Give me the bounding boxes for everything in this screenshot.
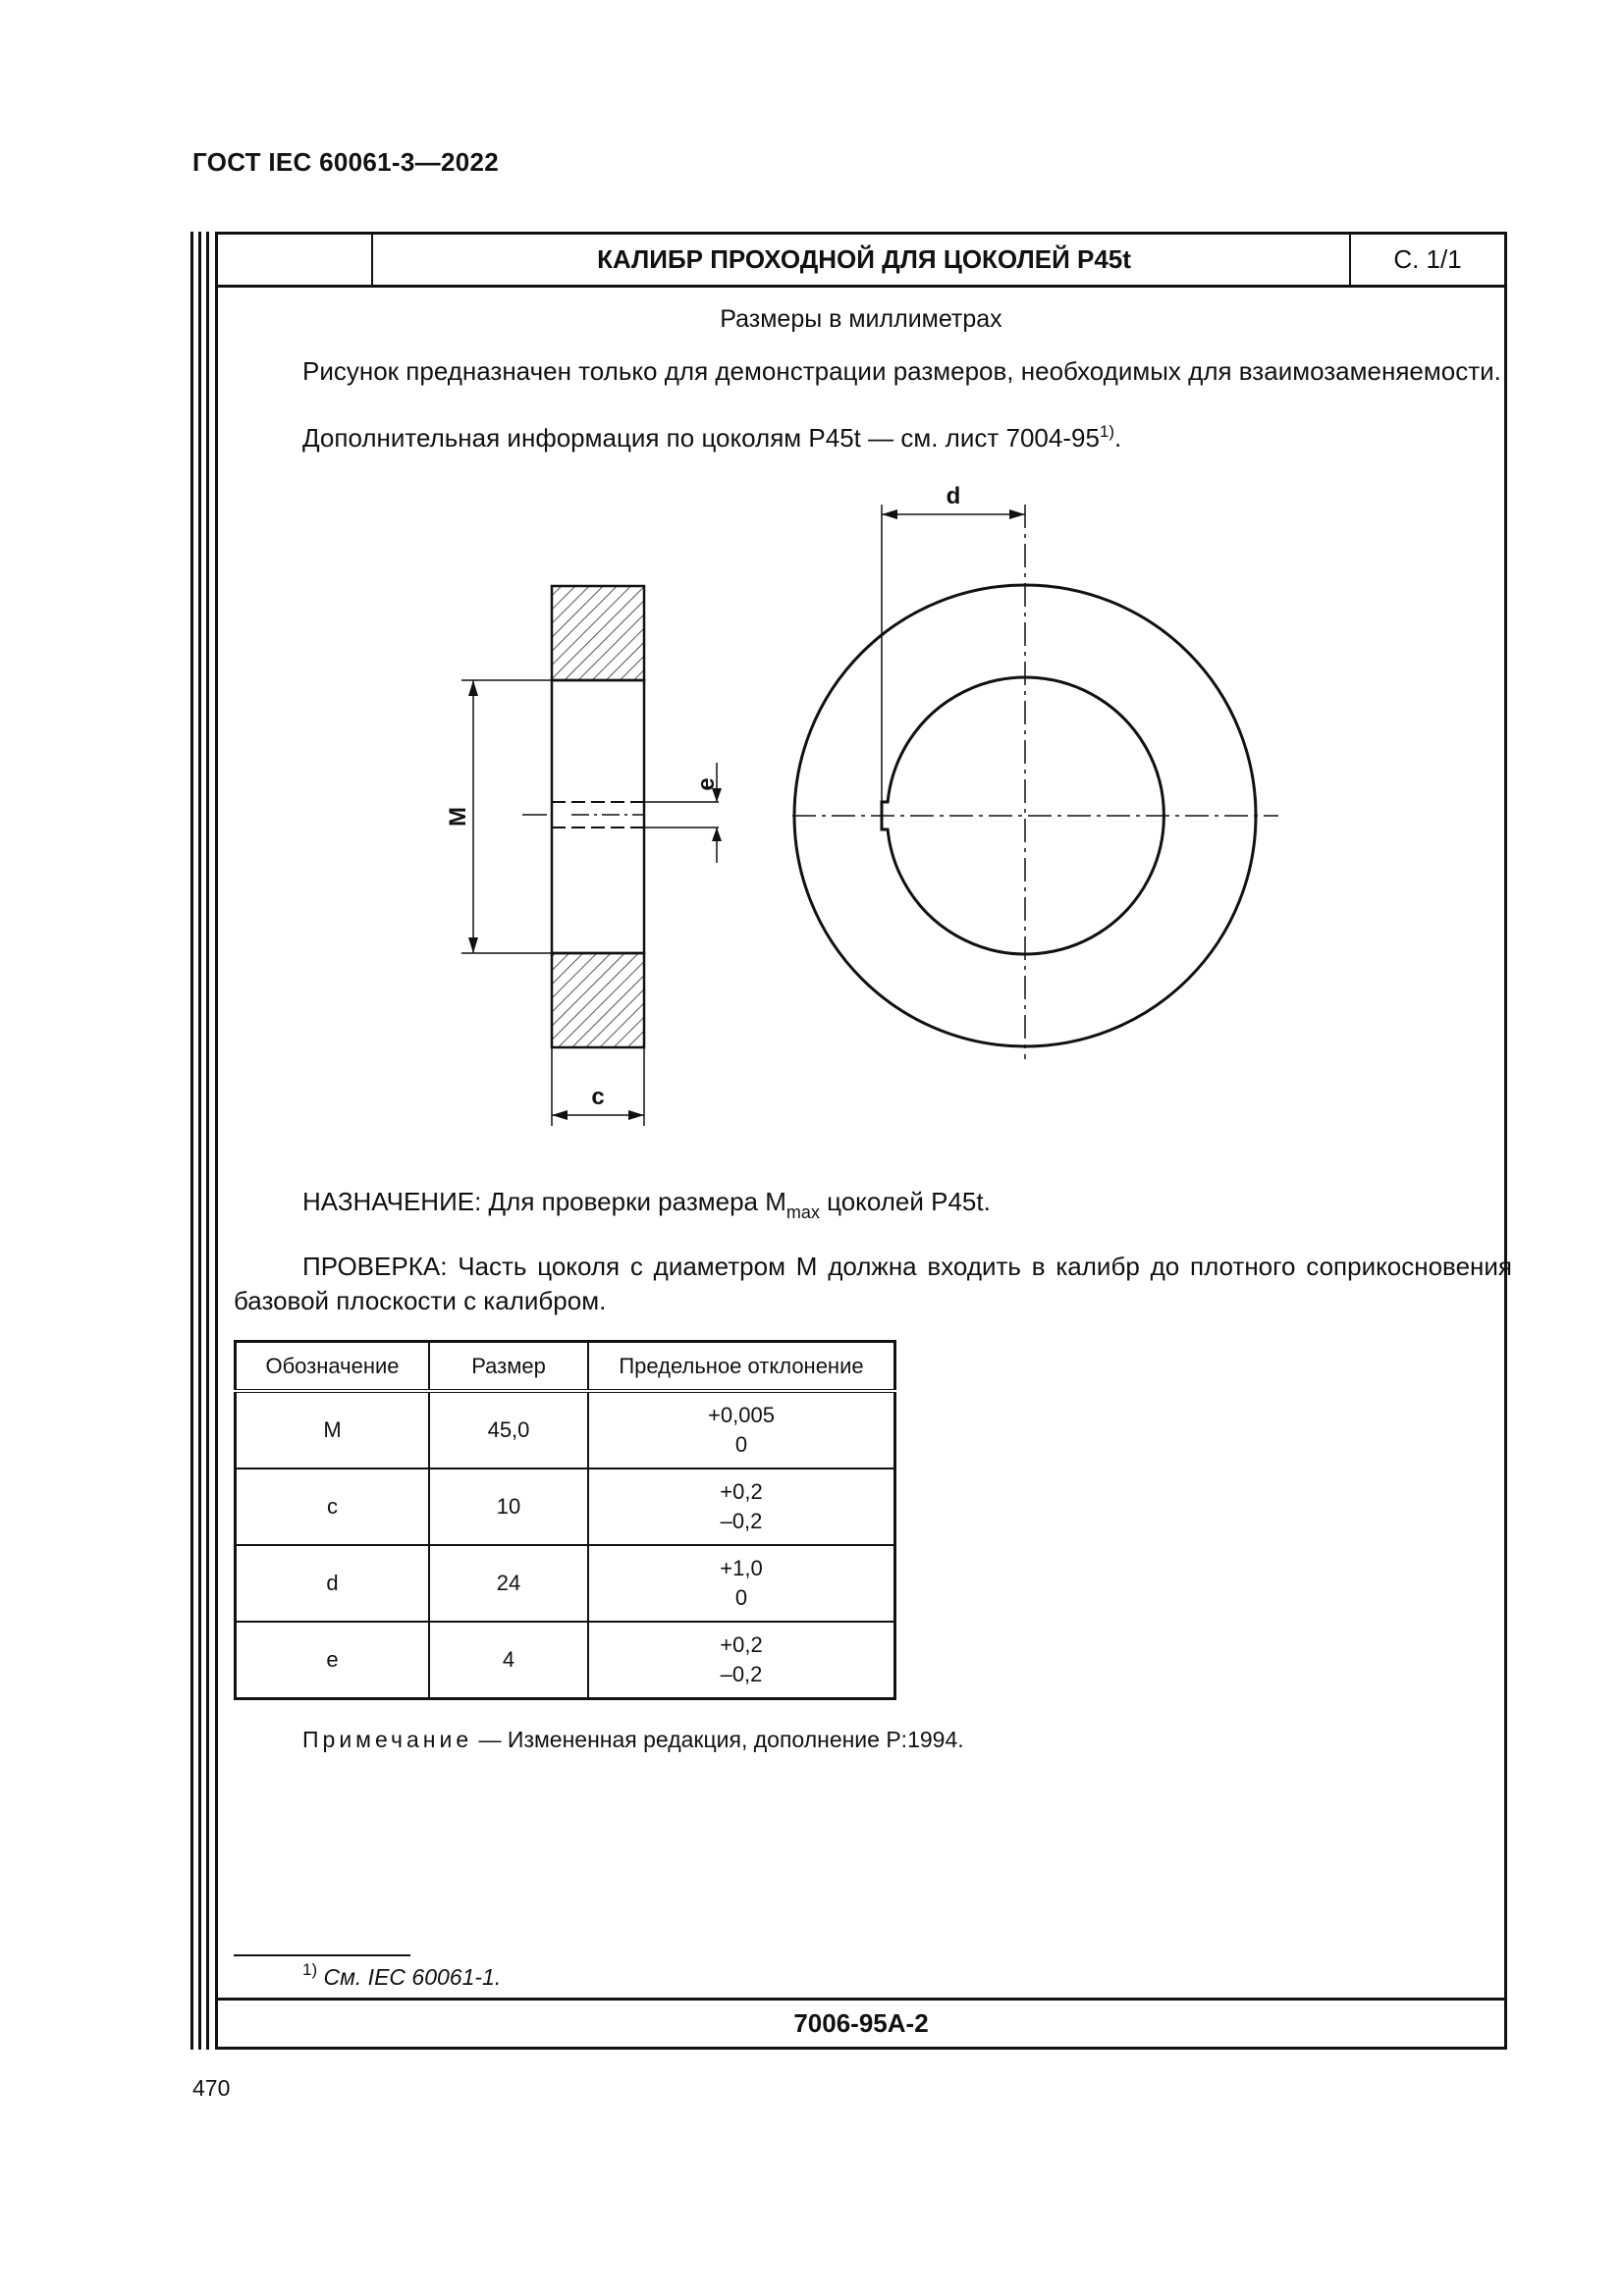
footnote-text: См. IEC 60061-1.: [323, 1964, 502, 1990]
table-header-row: [236, 1342, 895, 1392]
sheet-title: КАЛИБР ПРОХОДНОЙ ДЛЯ ЦОКОЛЕЙ P45t: [597, 244, 1131, 274]
sheet-frame: [215, 232, 1512, 2050]
cell-symbol: d: [236, 1545, 430, 1622]
dimensions-table: [234, 1340, 896, 1700]
dimension-d-label: d: [946, 483, 961, 509]
tolerance-lower: 0: [734, 1585, 748, 1610]
purpose-text: НАЗНАЧЕНИЕ: Для проверки размера M: [302, 1187, 786, 1216]
note: [302, 1727, 964, 1753]
footnote-ref: 1): [1099, 422, 1115, 441]
note-text: — Измененная редакция, дополнение P:1994.: [472, 1727, 964, 1752]
bore-outline: [552, 680, 644, 953]
table-row: [236, 1622, 895, 1699]
margin-rule: [206, 232, 209, 2050]
tolerance-upper: +0,005: [708, 1403, 775, 1427]
cell-size: 10: [429, 1468, 588, 1545]
cell-tolerance: [588, 1391, 895, 1468]
tolerance-lower: –0,2: [720, 1662, 763, 1686]
tolerance-lower: 0: [734, 1432, 748, 1457]
purpose-text-end: цоколей P45t.: [819, 1187, 991, 1216]
header-symbol: Обозначение: [236, 1342, 430, 1392]
note-label: Примечание: [302, 1727, 473, 1752]
header-size: Размер: [429, 1342, 588, 1392]
cell-size: 24: [429, 1545, 588, 1622]
dimension-m-label: M: [445, 807, 471, 827]
purpose-subscript: max: [785, 1202, 820, 1222]
cell-tolerance: [588, 1622, 895, 1699]
table-row: [236, 1391, 895, 1468]
cell-size: 45,0: [429, 1391, 588, 1468]
units-note: Размеры в миллиметрах: [720, 305, 1002, 333]
header-tolerance: Предельное отклонение: [588, 1342, 895, 1392]
document-header: ГОСТ IEC 60061-3—2022: [192, 147, 499, 177]
cell-symbol: M: [236, 1391, 430, 1468]
intro-reference-end: .: [1114, 423, 1122, 453]
sheet-code: 7006-95A-2: [218, 1998, 1504, 2047]
page-number: 470: [192, 2075, 231, 2101]
margin-rule: [190, 232, 193, 2050]
dimension-c-label: c: [591, 1084, 605, 1110]
intro-line-1: Рисунок предназначен только для демонстрации размеров, необходимых для взаимозаменяемости.: [302, 356, 1501, 386]
check-paragraph: ПРОВЕРКА: Часть цоколя с диаметром M должна входить в калибр до плотного соприкосновения базовой плоскости с калибром.: [234, 1252, 1512, 1315]
cell-size: 4: [429, 1622, 588, 1699]
footnote-rule: [234, 1954, 410, 1956]
table-row: [236, 1468, 895, 1545]
gauge-drawing: [218, 235, 1504, 1148]
margin-rule: [198, 232, 201, 2050]
tolerance-upper: +0,2: [720, 1632, 763, 1657]
front-view: [792, 483, 1278, 1059]
footnote-marker: 1): [302, 1960, 318, 1979]
tolerance-lower: –0,2: [720, 1509, 763, 1533]
intro-reference-text: Дополнительная информация по цоколям P45t — см. лист 7004-95: [302, 423, 1100, 453]
hatched-section-bottom: [552, 953, 644, 1047]
side-view: [445, 586, 722, 1126]
tolerance-upper: +1,0: [720, 1556, 763, 1580]
hatched-section-top: [552, 586, 644, 680]
cell-symbol: c: [236, 1468, 430, 1545]
purpose-line: [302, 1185, 991, 1222]
table-row: [236, 1545, 895, 1622]
dimension-e-label: e: [693, 777, 720, 791]
tolerance-upper: +0,2: [720, 1479, 763, 1504]
sheet-page-ref: С. 1/1: [1349, 235, 1504, 285]
cell-tolerance: [588, 1468, 895, 1545]
cell-symbol: e: [236, 1622, 430, 1699]
cell-tolerance: [588, 1545, 895, 1622]
footnote: [302, 1960, 502, 1991]
